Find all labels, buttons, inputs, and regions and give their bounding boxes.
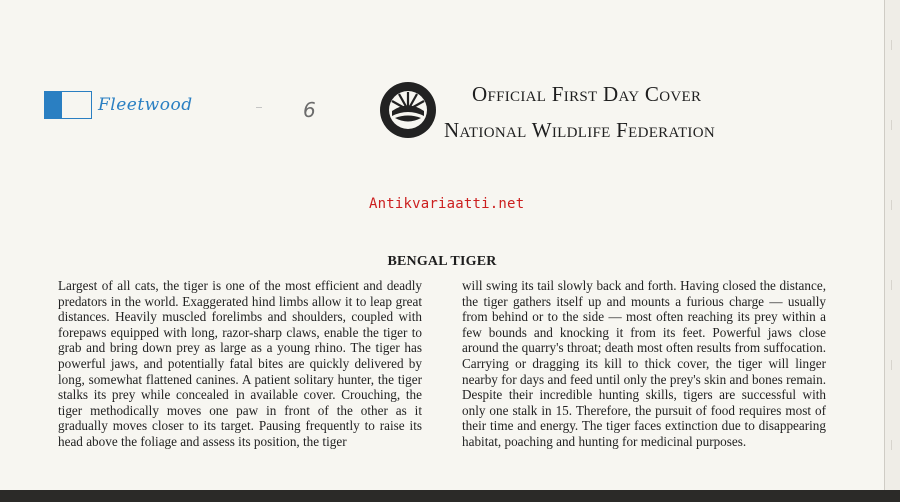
fleetwood-logo (44, 91, 193, 119)
pencil-mark: 6 (303, 98, 316, 122)
fleetwood-logo-text: Fleetwood (98, 95, 193, 115)
bottom-background (0, 490, 900, 502)
article-title: BENGAL TIGER (387, 254, 497, 269)
pencil-dash (256, 107, 262, 108)
article-column-right: will swing its tail slowly back and forth. Having closed the distance, the tiger gathers itself up and mounts a furious charge — usually from behind or to the side — most often reaching its prey within a few bounds and knocking it from its feet. Powerful jaws close around the quarry's throat; death most often results from suffocation. Carrying or dragging its kill to thick cover, the tiger will linger nearby for days and feed until only the prey's skin and bones remain. Despite their incredible hunting skills, tigers are successful with only one stalk in 15. Therefore, the pursuit of food requires most of their time and energy. The tiger faces extinction due to disappearing habitat, poaching and hunting for medicinal purposes. (462, 278, 826, 449)
envelope-edge (884, 0, 900, 502)
official-first-day-cover-heading: Official First Day Cover (472, 82, 702, 106)
fleetwood-logo-mark (44, 91, 92, 119)
article-column-left: Largest of all cats, the tiger is one of the most efficient and deadly predators in the world. Exaggerated hind limbs allow it to leap great distances. Heavily muscled forelimbs and shoulders, coupled with forepaws equipped with long, razor-sharp claws, enable the tiger to grab and bring down prey as large as a young rhino. The tiger has powerful jaws, and potentially fatal bites are quickly delivered by long, somewhat flattened canines. A patient solitary hunter, the tiger stalks its prey while concealed in available cover. Crouching, the tiger methodically moves one paw in front of the other as it gradually moves closer to its target. Pausing frequently to raise its head above the foliage and assess its position, the tiger (58, 278, 422, 449)
antikvariaatti-watermark: Antikvariaatti.net (369, 196, 525, 212)
nwf-seal-icon (378, 80, 438, 140)
national-wildlife-federation-heading: National Wildlife Federation (444, 118, 715, 142)
